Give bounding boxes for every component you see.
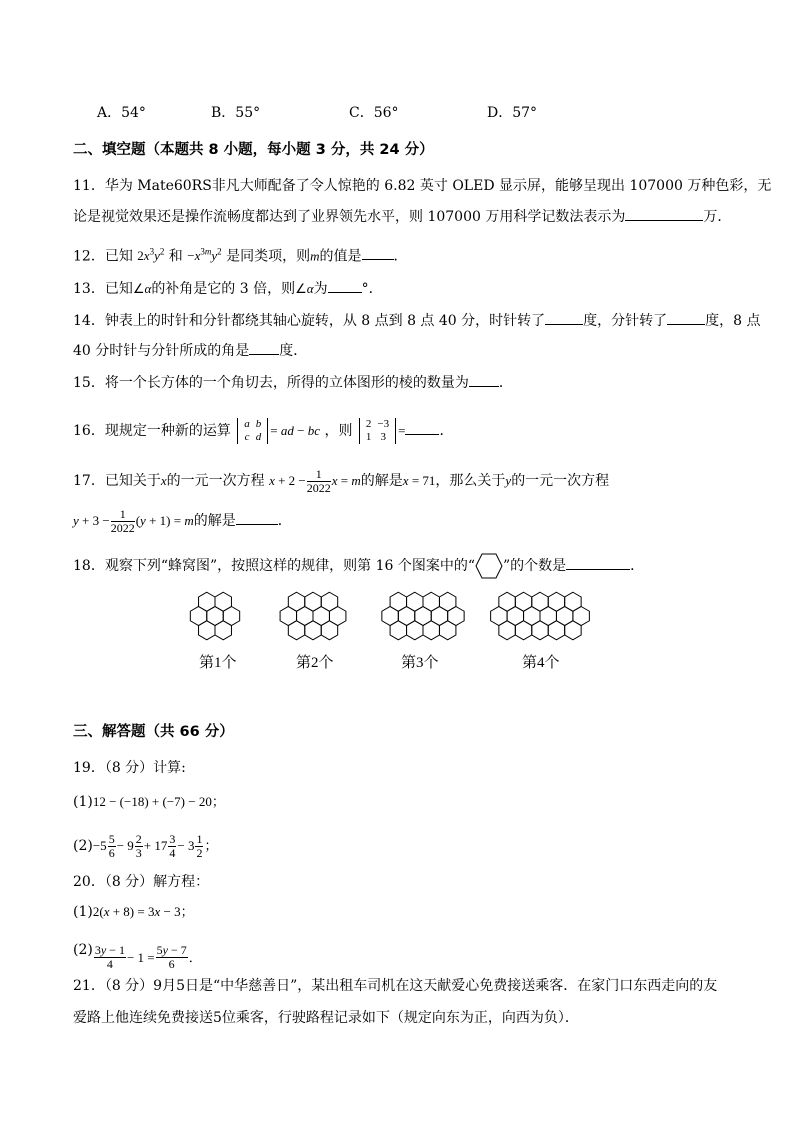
hexagon-cell <box>499 621 515 640</box>
q16: 16．现规定一种新的运算 a b c d = ad − bc ，则 2 −3 1 3 = ． <box>73 418 454 443</box>
hexagon-cell <box>215 621 231 640</box>
hexagon-cell <box>305 621 321 640</box>
caption-2: 第2个 <box>296 655 334 671</box>
q19-part2: (2)−5 $\frac{5}{6}$ − 9 $\frac{2}{3}$ + 17 $\frac{3}{4}$ − 3 $\frac{1}{2}$ ； <box>73 831 218 860</box>
q21-line1: 21．（8 分）9月5日是“中华慈善日”，某出租车司机在这天献爱心免费接送乘客．在家门口东西走向的友 <box>73 978 718 994</box>
hexagon-cell <box>532 621 548 640</box>
option-b: B．55° <box>211 105 261 121</box>
hexagon-cell <box>515 621 531 640</box>
option-a: A．54° <box>97 105 146 121</box>
hexagon-cell <box>390 621 406 640</box>
caption-1: 第1个 <box>199 655 237 671</box>
hexagon-cell <box>407 621 423 640</box>
q20-title: 20．（8 分）解方程： <box>73 874 210 890</box>
honeycomb-1 <box>190 592 239 640</box>
q15: 15．将一个长方体的一个角切去，所得的立体图形的棱的数量为 ． <box>73 372 513 393</box>
q14-line2: 40 分时针与分针所成的角是 度． <box>73 340 307 361</box>
option-c: C．56° <box>349 105 399 121</box>
q12-blank <box>362 245 394 260</box>
q17-line1: 17．已知关于x的一元一次方程 x + 2 − $\frac{1}{2022}$ x = m的解是x = 71，那么关于y的一元一次方程 <box>73 466 610 495</box>
hexagon-cell <box>321 621 337 640</box>
honeycomb-figures <box>180 580 600 652</box>
honeycomb-2 <box>280 592 346 640</box>
q21-line2: 爱路上他连续免费接送5位乘客，行驶路程记录如下（规定向东为正，向西为负）． <box>73 1010 579 1026</box>
honeycomb-3 <box>382 592 464 640</box>
q19-part1: (1)12 − (−18) + (−7) − 20； <box>73 794 225 810</box>
q20-part1: (1)2(x + 8) = 3x − 3； <box>73 904 194 920</box>
q13: 13．已知∠α的补角是它的 3 倍，则∠α为 °． <box>73 278 383 299</box>
honeycomb-4 <box>491 592 590 640</box>
q20-part2: (2) $\frac{3y - 1}{4}$ − 1 = $\frac{5y - 7}{6}$ ． <box>73 942 202 971</box>
q11-blank <box>625 206 703 221</box>
q14-line1: 14．钟表上的时针和分针都绕其轴心旋转，从 8 点到 8 点 40 分，时针转了 度，分针转了 度，8 点 <box>73 310 761 331</box>
caption-3: 第3个 <box>401 655 439 671</box>
hexagon-cell <box>565 621 581 640</box>
section-3-title: 三、解答题（共 66 分） <box>73 724 234 740</box>
hexagon-cell <box>423 621 439 640</box>
q19-title: 19．（8 分）计算: <box>73 760 186 776</box>
caption-4: 第4个 <box>522 655 560 671</box>
hexagon-icon <box>475 553 503 579</box>
q12: 12．已知 $2x^3y^2$ 和 $-x^{3m}y^2$ 是同类项，则m的值是 ． <box>73 247 408 265</box>
q17-line2: y + 3 − $\frac{1}{2022}$ (y + 1) = m的解是 ． <box>73 506 292 535</box>
hexagon-cell <box>288 621 304 640</box>
q11-line2: 论是视觉效果还是操作流畅度都达到了业界领先水平，则 107000 万用科学记数法表示为 万． <box>73 206 731 227</box>
hexagon-cell <box>439 621 455 640</box>
q13-blank <box>328 278 362 293</box>
q11-line1: 11．华为 Mate60RS非凡大师配备了令人惊艳的 6.82 英寸 OLED 显示屏，能够呈现出 107000 万种色彩，无 <box>73 178 772 194</box>
hexagon-cell <box>199 621 215 640</box>
q18: 18．观察下列“蜂窝图”，按照这样的规律，则第 16 个图案中的“ ”的个数是 ． <box>73 553 644 579</box>
section-2-title: 二、填空题（本题共 8 小题，每小题 3 分，共 24 分） <box>73 142 434 158</box>
option-d: D．57° <box>487 105 538 121</box>
hexagon-cell <box>548 621 564 640</box>
